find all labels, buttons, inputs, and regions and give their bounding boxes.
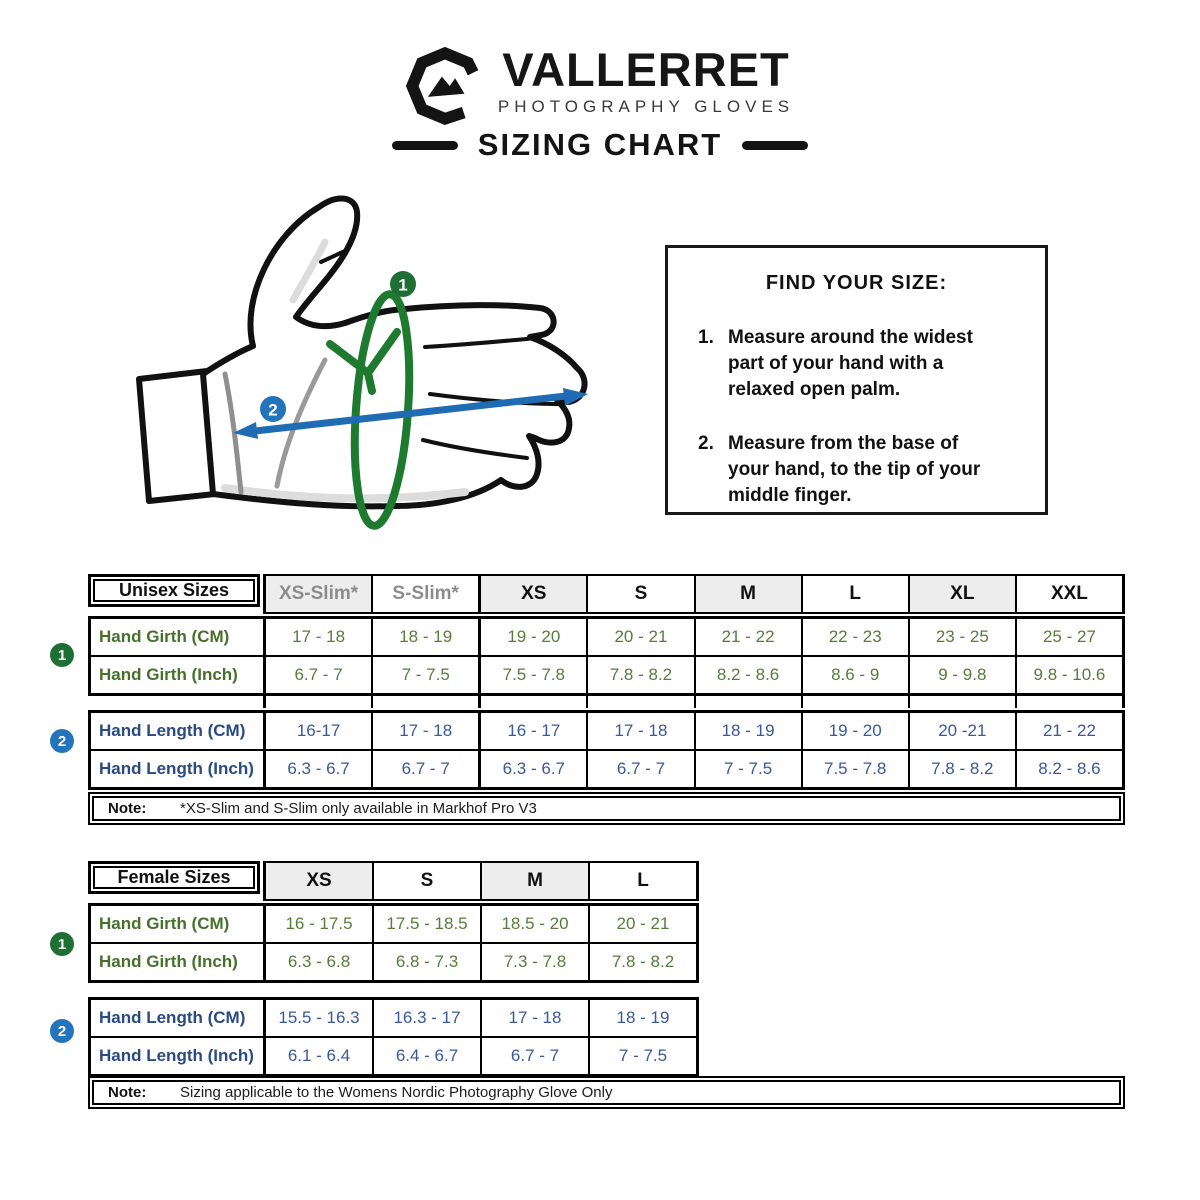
instruction-step-1 bbox=[698, 325, 1025, 403]
size-cell: 20 - 21 bbox=[588, 906, 696, 942]
size-cell: 8.2 - 8.6 bbox=[1015, 751, 1122, 787]
size-cell: 7.8 - 8.2 bbox=[908, 751, 1015, 787]
female-girth-block bbox=[88, 903, 699, 983]
size-cell: 17 - 18 bbox=[266, 619, 371, 655]
table-row bbox=[91, 906, 696, 942]
size-cell: 17 - 18 bbox=[586, 713, 693, 749]
diagram-length-badge bbox=[260, 396, 286, 422]
female-girth-badge: 1 bbox=[50, 932, 74, 956]
row-label-hand-length-cm: Hand Length (CM) bbox=[91, 713, 266, 749]
column-header-xs: XS bbox=[263, 861, 372, 901]
size-cell: 7 - 7.5 bbox=[694, 751, 801, 787]
table-row bbox=[91, 619, 1122, 655]
size-cell: 16 - 17 bbox=[478, 713, 586, 749]
vallerret-logo-icon bbox=[406, 44, 484, 133]
size-cell: 8.2 - 8.6 bbox=[694, 657, 801, 693]
row-label-hand-girth-inch: Hand Girth (Inch) bbox=[91, 944, 266, 980]
column-header-s: S bbox=[372, 861, 480, 901]
unisex-header-row bbox=[88, 574, 1125, 614]
table-row bbox=[91, 655, 1122, 693]
size-cell: 15.5 - 16.3 bbox=[266, 1000, 372, 1036]
size-cell: 7.8 - 8.2 bbox=[588, 944, 696, 980]
female-length-badge: 2 bbox=[50, 1019, 74, 1043]
female-sizes-label-box bbox=[88, 861, 260, 894]
unisex-sizes-title: Unisex Sizes bbox=[93, 579, 255, 602]
size-cell: 19 - 20 bbox=[801, 713, 908, 749]
size-cell: 17 - 18 bbox=[480, 1000, 588, 1036]
unisex-length-block bbox=[88, 710, 1125, 790]
table-row bbox=[91, 1036, 696, 1074]
unisex-girth-badge: 1 bbox=[50, 643, 74, 667]
size-cell: 7 - 7.5 bbox=[371, 657, 478, 693]
heading-dash-right-icon bbox=[742, 141, 808, 150]
diagram-girth-badge bbox=[390, 271, 416, 297]
brand-text bbox=[498, 44, 794, 117]
female-length-block bbox=[88, 997, 699, 1077]
size-cell: 7.8 - 8.2 bbox=[586, 657, 693, 693]
row-label-hand-length-inch: Hand Length (Inch) bbox=[91, 751, 266, 787]
unisex-girth-block bbox=[88, 616, 1125, 696]
size-cell: 21 - 22 bbox=[694, 619, 801, 655]
table-gap bbox=[88, 696, 1125, 708]
female-sizes-table bbox=[88, 861, 699, 1077]
step-number: 2. bbox=[698, 433, 714, 454]
size-cell: 21 - 22 bbox=[1015, 713, 1122, 749]
step-text: Measure around the widest part of your hand with a relaxed open palm. bbox=[728, 327, 973, 400]
column-header-s-slim: S-Slim* bbox=[371, 574, 478, 614]
size-cell: 6.3 - 6.7 bbox=[266, 751, 371, 787]
brand-name: VALLERRET bbox=[502, 43, 790, 96]
female-note-text: Sizing applicable to the Womens Nordic Photography Glove Only bbox=[180, 1084, 613, 1101]
sizing-chart-heading bbox=[0, 127, 1200, 163]
table-row bbox=[91, 749, 1122, 787]
size-cell: 6.1 - 6.4 bbox=[266, 1038, 372, 1074]
table-row bbox=[91, 1000, 696, 1036]
heading-dash-left-icon bbox=[392, 141, 458, 150]
unisex-sizes-label-box bbox=[88, 574, 260, 607]
step-number: 1. bbox=[698, 327, 714, 348]
size-cell: 20 - 21 bbox=[586, 619, 693, 655]
column-header-s: S bbox=[586, 574, 693, 614]
size-cell: 25 - 27 bbox=[1015, 619, 1122, 655]
svg-text:1: 1 bbox=[398, 275, 408, 295]
size-cell: 8.6 - 9 bbox=[801, 657, 908, 693]
page-title: SIZING CHART bbox=[477, 127, 723, 162]
unisex-note-text: *XS-Slim and S-Slim only available in Markhof Pro V3 bbox=[180, 800, 537, 817]
size-cell: 16 - 17.5 bbox=[266, 906, 372, 942]
row-label-hand-length-cm: Hand Length (CM) bbox=[91, 1000, 266, 1036]
step-text: Measure from the base of your hand, to the tip of your middle finger. bbox=[728, 433, 981, 506]
female-note-box bbox=[88, 1076, 1125, 1109]
size-cell: 18 - 19 bbox=[694, 713, 801, 749]
size-cell: 6.7 - 7 bbox=[371, 751, 478, 787]
row-label-hand-length-inch: Hand Length (Inch) bbox=[91, 1038, 266, 1074]
note-label: Note: bbox=[108, 1084, 147, 1101]
size-cell: 18 - 19 bbox=[588, 1000, 696, 1036]
column-header-m: M bbox=[694, 574, 801, 614]
size-cell: 17.5 - 18.5 bbox=[372, 906, 480, 942]
size-cell: 7.3 - 7.8 bbox=[480, 944, 588, 980]
size-cell: 16.3 - 17 bbox=[372, 1000, 480, 1036]
unisex-sizes-table bbox=[88, 574, 1125, 790]
instruction-step-2 bbox=[698, 431, 1025, 509]
size-cell: 7.5 - 7.8 bbox=[478, 657, 586, 693]
size-cell: 6.3 - 6.8 bbox=[266, 944, 372, 980]
find-your-size-title: FIND YOUR SIZE: bbox=[765, 272, 948, 294]
size-cell: 19 - 20 bbox=[478, 619, 586, 655]
table-gap bbox=[88, 983, 699, 995]
female-sizes-title: Female Sizes bbox=[93, 866, 255, 889]
size-cell: 6.3 - 6.7 bbox=[478, 751, 586, 787]
note-label: Note: bbox=[108, 800, 147, 817]
size-cell: 6.4 - 6.7 bbox=[372, 1038, 480, 1074]
brand-logo bbox=[0, 44, 1200, 133]
size-cell: 9 - 9.8 bbox=[908, 657, 1015, 693]
size-cell: 18 - 19 bbox=[371, 619, 478, 655]
row-label-hand-girth-cm: Hand Girth (CM) bbox=[91, 619, 266, 655]
hand-measurement-diagram bbox=[125, 182, 635, 542]
row-label-hand-girth-cm: Hand Girth (CM) bbox=[91, 906, 266, 942]
size-cell: 17 - 18 bbox=[371, 713, 478, 749]
find-your-size-box bbox=[665, 245, 1048, 515]
female-header-row bbox=[88, 861, 699, 901]
size-cell: 6.7 - 7 bbox=[480, 1038, 588, 1074]
size-cell: 6.7 - 7 bbox=[266, 657, 371, 693]
table-row bbox=[91, 942, 696, 980]
column-header-xs: XS bbox=[478, 574, 586, 614]
column-header-xxl: XXL bbox=[1015, 574, 1125, 614]
column-header-m: M bbox=[480, 861, 588, 901]
size-cell: 23 - 25 bbox=[908, 619, 1015, 655]
size-cell: 18.5 - 20 bbox=[480, 906, 588, 942]
column-header-l: L bbox=[801, 574, 908, 614]
size-cell: 6.7 - 7 bbox=[586, 751, 693, 787]
column-header-l: L bbox=[588, 861, 699, 901]
size-cell: 22 - 23 bbox=[801, 619, 908, 655]
column-header-xl: XL bbox=[908, 574, 1015, 614]
size-cell: 16-17 bbox=[266, 713, 371, 749]
size-cell: 9.8 - 10.6 bbox=[1015, 657, 1122, 693]
size-cell: 7.5 - 7.8 bbox=[801, 751, 908, 787]
table-row bbox=[91, 713, 1122, 749]
row-label-hand-girth-inch: Hand Girth (Inch) bbox=[91, 657, 266, 693]
size-cell: 7 - 7.5 bbox=[588, 1038, 696, 1074]
svg-text:2: 2 bbox=[268, 400, 278, 420]
brand-tagline: PHOTOGRAPHY GLOVES bbox=[497, 97, 795, 116]
size-cell: 20 -21 bbox=[908, 713, 1015, 749]
size-cell: 6.8 - 7.3 bbox=[372, 944, 480, 980]
column-header-xs-slim: XS-Slim* bbox=[263, 574, 371, 614]
unisex-length-badge: 2 bbox=[50, 729, 74, 753]
hand-illustration bbox=[203, 198, 585, 506]
unisex-note-box bbox=[88, 792, 1125, 825]
